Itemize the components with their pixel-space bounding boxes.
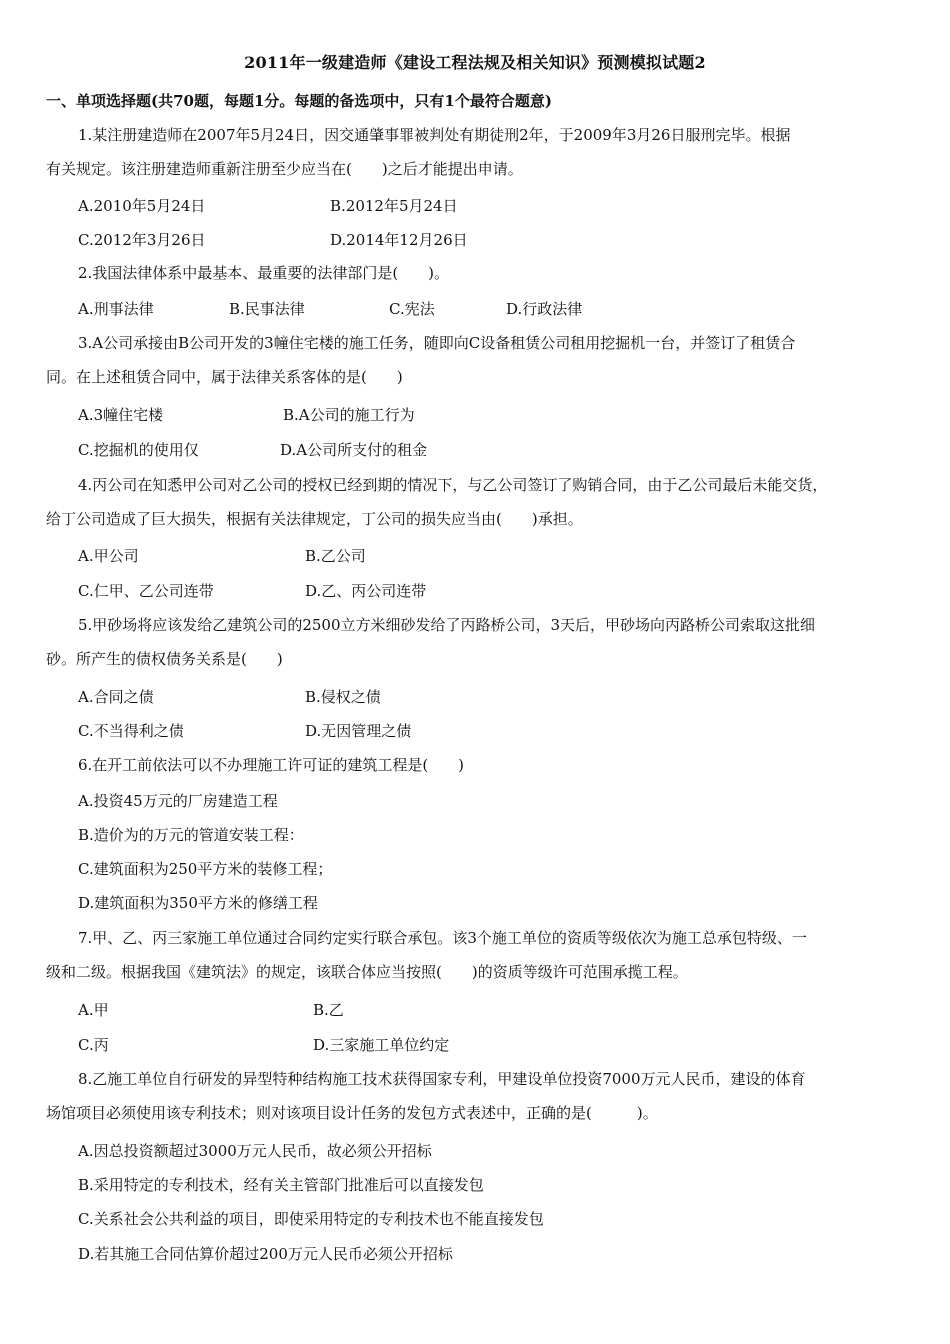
option-c: C.关系社会公共利益的项目，即使采用特定的专利技术也不能直接发包 [78, 1210, 544, 1228]
option-d: D.三家施工单位约定 [313, 1036, 450, 1054]
question-7-stem [46, 921, 908, 989]
option-b: B.采用特定的专利技术，经有关主管部门批准后可以直接发包 [78, 1176, 484, 1194]
question-5-stem [46, 608, 908, 676]
option-a: A.刑事法律 [78, 300, 154, 318]
option-d: D.乙、丙公司连带 [305, 582, 427, 600]
page-title: 2011年一级建造师《建设工程法规及相关知识》预测模拟试题2 [244, 53, 706, 72]
option-a: A.合同之债 [78, 688, 154, 706]
question-line: 8.乙施工单位自行研发的异型特种结构施工技术获得国家专利，甲建设单位投资7000万元人民币，建设的体育 [78, 1070, 806, 1088]
question-line: 有关规定。该注册建造师重新注册至少应当在( )之后才能提出申请。 [46, 160, 523, 178]
option-b: B.侵权之债 [305, 688, 381, 706]
option-d: D.行政法律 [506, 300, 583, 318]
question-line: 4.丙公司在知悉甲公司对乙公司的授权已经到期的情况下，与乙公司签订了购销合同，由于乙公司最后未能交货， [78, 476, 828, 494]
option-c: C.宪法 [389, 300, 435, 318]
question-line: 2.我国法律体系中最基本、最重要的法律部门是( )。 [78, 264, 450, 282]
option-a: A.3幢住宅楼 [78, 406, 164, 424]
option-d: D.2014年12月26日 [330, 231, 468, 249]
section-heading: 一、单项选择题(共70题，每题1分。每题的备选项中，只有1个最符合题意) [46, 92, 552, 110]
option-a: A.2010年5月24日 [78, 197, 206, 215]
question-line: 级和二级。根据我国《建筑法》的规定，该联合体应当按照( )的资质等级许可范围承揽工程。 [46, 963, 688, 981]
question-line: 5.甲砂场将应该发给乙建筑公司的2500立方米细砂发给了丙路桥公司，3天后，甲砂场向丙路桥公司索取这批细 [78, 616, 816, 634]
option-d: D.无因管理之债 [305, 722, 412, 740]
option-c: C.建筑面积为250平方米的装修工程； [78, 860, 333, 878]
option-a: A.甲公司 [78, 547, 139, 565]
question-line: 3.A公司承接由B公司开发的3幢住宅楼的施工任务，随即向C设备租赁公司租用挖掘机一台，并签订了租赁合 [78, 334, 796, 352]
option-c: C.不当得利之债 [78, 722, 184, 740]
option-b: B.造价为的万元的管道安装工程： [78, 826, 304, 844]
question-line: 7.甲、乙、丙三家施工单位通过合同约定实行联合承包。该3个施工单位的资质等级依次为施工总承包特级、一 [78, 929, 807, 947]
question-3-stem [46, 326, 908, 394]
option-a: A.投资45万元的厂房建造工程 [78, 792, 278, 810]
option-d: D.建筑面积为350平方米的修缮工程 [78, 894, 318, 912]
question-line: 砂。所产生的债权债务关系是( ) [46, 650, 283, 668]
option-d: D.A公司所支付的租金 [280, 441, 428, 459]
question-line: 同。在上述租赁合同中，属于法律关系客体的是( ) [46, 368, 403, 386]
option-b: B.A公司的施工行为 [283, 406, 415, 424]
option-c: C.丙 [78, 1036, 109, 1054]
option-b: B.2012年5月24日 [330, 197, 458, 215]
question-line: 6.在开工前依法可以不办理施工许可证的建筑工程是( ) [78, 756, 465, 774]
question-6-stem [46, 748, 908, 782]
option-b: B.乙 [313, 1001, 344, 1019]
question-8-stem [46, 1062, 908, 1130]
option-b: B.乙公司 [305, 547, 366, 565]
question-line: 场馆项目必须使用该专利技术；则对该项目设计任务的发包方式表述中，正确的是( )。 [46, 1104, 658, 1122]
option-a: A.因总投资额超过3000万元人民币，故必须公开招标 [78, 1142, 432, 1160]
option-a: A.甲 [78, 1001, 109, 1019]
question-line: 1.某注册建造师在2007年5月24日，因交通肇事罪被判处有期徒刑2年，于2009年3月26日服刑完毕。根据 [78, 126, 791, 144]
option-c: C.2012年3月26日 [78, 231, 206, 249]
option-b: B.民事法律 [229, 300, 305, 318]
question-line: 给丁公司造成了巨大损失，根据有关法律规定，丁公司的损失应当由( )承担。 [46, 510, 583, 528]
question-2-stem [46, 256, 908, 290]
question-4-stem [46, 468, 908, 536]
option-c: C.挖掘机的使用仅 [78, 441, 199, 459]
option-d: D.若其施工合同估算价超过200万元人民币必须公开招标 [78, 1245, 453, 1263]
question-1-stem [46, 118, 908, 186]
option-c: C.仁甲、乙公司连带 [78, 582, 214, 600]
